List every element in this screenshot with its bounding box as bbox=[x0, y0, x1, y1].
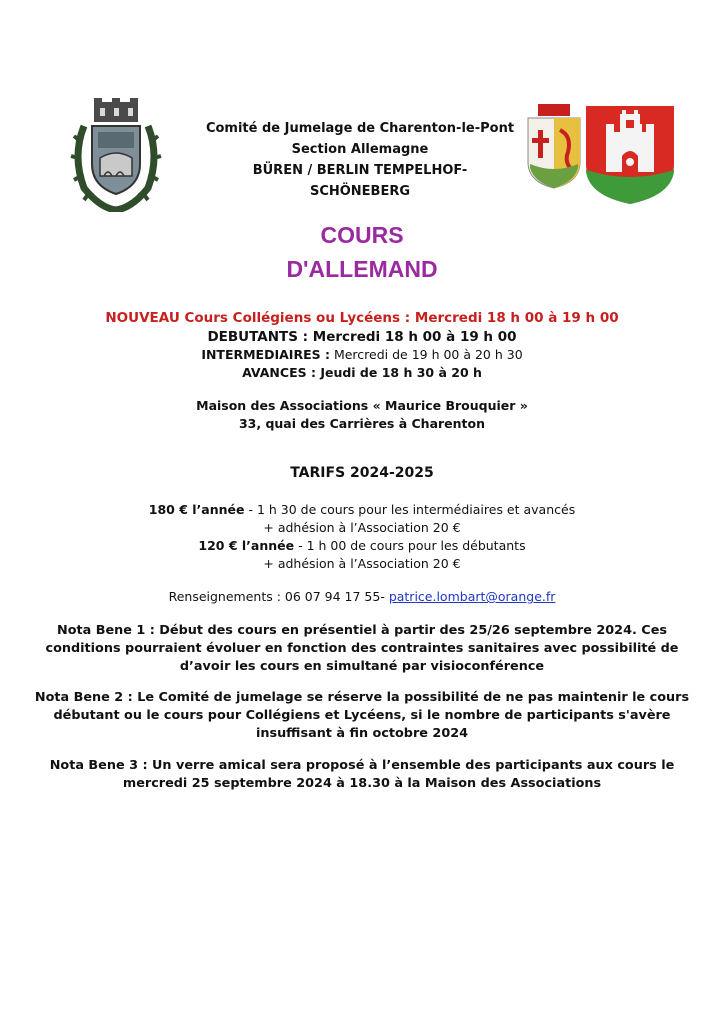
bueren-coat-of-arms-icon bbox=[524, 104, 584, 190]
tarif-price-1: 180 € l’année bbox=[148, 502, 245, 517]
tarif-desc-1: - 1 h 30 de cours pour les intermédiaires et avancés bbox=[244, 502, 576, 517]
schedule-avances bbox=[0, 364, 724, 382]
page-title-line2: D'ALLEMAND bbox=[286, 256, 438, 282]
header-organization bbox=[200, 118, 520, 202]
tarif-adhesion-1: + adhésion à l’Association 20 € bbox=[263, 520, 461, 535]
nota-bene-3-line: mercredi 25 septembre 2024 à 18.30 à la Maison des Associations bbox=[122, 776, 602, 791]
location-name: Maison des Associations « Maurice Brouquier » bbox=[196, 398, 528, 413]
nota-bene-1-line: d’avoir les cours en simultané par visioconférence bbox=[179, 659, 545, 674]
tarif-line-2 bbox=[0, 537, 724, 555]
nota-bene-2-line: Nota Bene 2 : Le Comité de jumelage se réserve la possibilité de ne pas maintenir le cours bbox=[34, 690, 690, 705]
tarifs-heading: TARIFS 2024-2025 bbox=[290, 465, 434, 481]
nota-bene-3-line: Nota Bene 3 : Un verre amical sera proposé à l’ensemble des participants aux cours le bbox=[49, 758, 675, 773]
contact-label: Renseignements : 06 07 94 17 55- bbox=[168, 589, 389, 604]
schedule-intermediaires bbox=[0, 346, 724, 364]
schedule-intermediaires-label: INTERMEDIAIRES : bbox=[201, 347, 330, 362]
nota-bene-3 bbox=[30, 757, 694, 793]
charenton-coat-of-arms-icon bbox=[70, 96, 162, 212]
location-address: 33, quai des Carrières à Charenton bbox=[238, 416, 486, 431]
tarif-desc-2: - 1 h 00 de cours pour les débutants bbox=[294, 538, 526, 553]
header-line-district: SCHÖNEBERG bbox=[309, 184, 411, 199]
schedule-debutants-value: Mercredi 18 h 00 à 19 h 00 bbox=[308, 329, 517, 345]
nota-bene-1-line: conditions pourraient évoluer en fonction des contraintes sanitaires avec possibilité de bbox=[45, 641, 679, 656]
tarif-price-2: 120 € l’année bbox=[198, 538, 295, 553]
schedule-intermediaires-value: Mercredi de 19 h 00 à 20 h 30 bbox=[329, 347, 523, 362]
nota-bene-1-line: Nota Bene 1 : Début des cours en présentiel à partir des 25/26 septembre 2024. Ces bbox=[56, 623, 667, 638]
tarif-line-1 bbox=[0, 501, 724, 519]
schedule-avances-value: Jeudi de 18 h 30 à 20 h bbox=[315, 365, 482, 380]
tempelhof-schoeneberg-coat-of-arms-icon bbox=[584, 104, 676, 206]
schedule-debutants bbox=[0, 328, 724, 346]
nota-bene-2 bbox=[30, 689, 694, 743]
nota-bene-2-line: insuffisant à fin octobre 2024 bbox=[255, 726, 469, 741]
header-line-section: Section Allemagne bbox=[291, 142, 429, 157]
contact-email-link[interactable]: patrice.lombart@orange.fr bbox=[388, 589, 556, 604]
page-title-line1: COURS bbox=[320, 222, 404, 248]
header-line-committee: Comité de Jumelage de Charenton-le-Pont bbox=[205, 121, 515, 136]
schedule-nouveau: NOUVEAU Cours Collégiens ou Lycéens : Mercredi 18 h 00 à 19 h 00 bbox=[105, 310, 619, 326]
nota-bene-2-line: débutant ou le cours pour Collégiens et Lycéens, si le nombre de participants s'avère bbox=[53, 708, 671, 723]
header-line-cities: BÜREN / BERLIN TEMPELHOF- bbox=[252, 163, 468, 178]
nota-bene-1 bbox=[30, 622, 694, 676]
schedule-debutants-label: DEBUTANTS : bbox=[207, 329, 309, 345]
contact-line bbox=[0, 588, 724, 606]
schedule-avances-label: AVANCES : bbox=[242, 365, 316, 380]
tarif-adhesion-2: + adhésion à l’Association 20 € bbox=[263, 556, 461, 571]
